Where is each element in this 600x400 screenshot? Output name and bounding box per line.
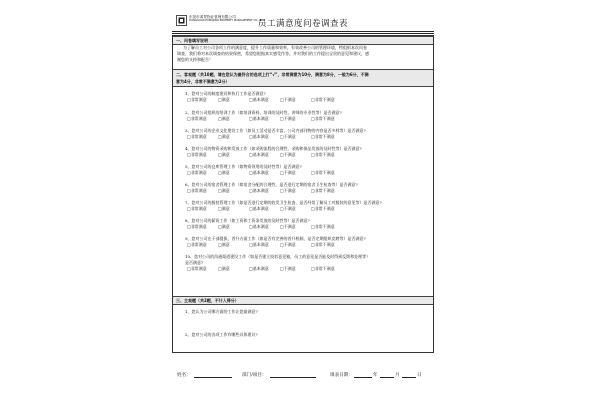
rating-option[interactable]: □满意 — [218, 170, 230, 175]
question-10: 10、您对公司的沟通渠道建设工作（如是否建立投诉意见箱，员工的意见是否能及时得到反馈和处理等） — [185, 254, 371, 259]
intro-line-2: 调查，我们将对本次调查的结果保密，希望您根据真实感受作答。并对我们的工作提出宝贵的意见和建议，感 — [177, 51, 369, 56]
rating-option[interactable]: □不满意 — [280, 97, 296, 102]
rating-option[interactable]: □满意 — [218, 206, 230, 211]
rating-option[interactable]: □非常满意 — [187, 170, 207, 175]
rating-option[interactable]: □满意 — [218, 266, 230, 271]
rating-option[interactable]: □基本满意 — [249, 242, 269, 247]
question-3: 3、您对公司的企业文化建设工作（如员工活动是否丰富、公司内部刊物的内容是否多样等）是否满意? — [185, 128, 366, 133]
rating-option[interactable]: □非常不满意 — [311, 97, 335, 102]
rating-option[interactable]: □非常不满意 — [311, 266, 335, 271]
section-2-title: 二、客观题（共10题，请在您认为最符合的选项上打“√”，非常满意为10分，满意为8分，一般为6分，不满 — [176, 71, 369, 77]
rating-option[interactable]: □基本满意 — [249, 134, 269, 139]
rating-option[interactable]: □非常不满意 — [311, 206, 335, 211]
company-name-cn: 东莞市鸿景物业管理有限公司 — [189, 15, 236, 19]
rating-option[interactable]: □非常不满意 — [311, 188, 335, 193]
rating-option[interactable]: □满意 — [218, 152, 230, 157]
rating-option[interactable]: □基本满意 — [249, 152, 269, 157]
question-8: 8、您对公司的薪资工作（如工资和工资条发放的及时性等）是否满意? — [185, 218, 310, 223]
rating-option[interactable]: □不满意 — [280, 152, 296, 157]
dept-field[interactable] — [270, 377, 316, 378]
rating-option[interactable]: □基本满意 — [249, 188, 269, 193]
date-label: 填表日期： — [330, 373, 353, 378]
document-header — [172, 10, 434, 32]
section-2-title-cont: 意为4分，非常不满意为2分） — [176, 78, 230, 84]
dept-label: 部门/项目： — [242, 373, 267, 378]
rating-option[interactable]: □基本满意 — [249, 224, 269, 229]
rating-option[interactable]: □不满意 — [280, 206, 296, 211]
rating-option[interactable]: □不满意 — [280, 188, 296, 193]
rating-option[interactable]: □非常不满意 — [311, 224, 335, 229]
rating-option[interactable]: □非常不满意 — [311, 170, 335, 175]
rating-option[interactable]: □非常满意 — [187, 97, 207, 102]
rating-option[interactable]: □不满意 — [280, 134, 296, 139]
rating-option[interactable]: □不满意 — [280, 170, 296, 175]
question-1: 1、您对公司的制度建设和执行工作是否满意? — [185, 91, 266, 96]
subjective-question-2: 2、您对公司的各项工作有哪些具体建议? — [185, 332, 258, 337]
month-label: 月 — [395, 373, 400, 378]
rating-option[interactable]: □非常满意 — [187, 242, 207, 247]
question-7: 7、您对公司的服装管理工作（如是否进行定期的收发卫生检查，是否经常了解员工对服装的意见等）是否满意? — [185, 200, 382, 205]
day-label: 日 — [417, 373, 422, 378]
rating-option[interactable]: □不满意 — [280, 116, 296, 121]
question-9-options — [187, 242, 342, 248]
name-field[interactable] — [194, 377, 232, 378]
name-label: 姓名： — [177, 373, 191, 378]
question-10-cont: 是否满意? — [185, 260, 204, 265]
section-3-header — [173, 296, 433, 305]
question-6-options — [187, 188, 342, 194]
question-1-options — [187, 97, 342, 103]
document-title: 员工满意度问卷调查表 — [258, 19, 349, 29]
rating-option[interactable]: □满意 — [218, 134, 230, 139]
rating-option[interactable]: □基本满意 — [249, 206, 269, 211]
section-1-header — [173, 36, 433, 45]
question-7-options — [187, 206, 342, 212]
rating-option[interactable]: □非常满意 — [187, 188, 207, 193]
question-3-options — [187, 134, 342, 140]
question-2: 2、您对公司组织的培训工作（如培训资料、培训的及时性、讲师的专业性等）是否满意? — [185, 110, 342, 115]
question-10-options — [187, 266, 342, 272]
rating-option[interactable]: □非常不满意 — [311, 242, 335, 247]
company-logo-icon — [176, 15, 187, 26]
rating-option[interactable]: □不满意 — [280, 224, 296, 229]
rating-option[interactable]: □满意 — [218, 242, 230, 247]
rating-option[interactable]: □非常满意 — [187, 134, 207, 139]
rating-option[interactable]: □非常不满意 — [311, 134, 335, 139]
section-3-title: 三、主观题（共2题，不计入得分） — [176, 298, 239, 303]
year-field[interactable] — [354, 377, 372, 378]
questionnaire-page — [172, 10, 434, 390]
rating-option[interactable]: □不满意 — [280, 242, 296, 247]
section-2-header — [173, 69, 433, 87]
year-label: 年 — [373, 373, 378, 378]
company-name — [189, 15, 264, 24]
question-4-options — [187, 152, 342, 158]
section-1-title: 一、问卷填写说明 — [176, 38, 208, 43]
header-divider-thin — [172, 33, 434, 34]
form-table — [172, 35, 434, 353]
question-9: 9、您对公司在干部提拔，晋升方面工作（如是否有完善的晋升机制，是否定期组织竞聘等）是否满意? — [185, 236, 366, 241]
intro-line-1: 为了解员工对公司各项工作的满意度，提升工作质量和效率，有效改善公司的管理环境，特组织本次问卷 — [183, 45, 367, 50]
rating-option[interactable]: □基本满意 — [249, 116, 269, 121]
month-field[interactable] — [380, 377, 394, 378]
question-5-options — [187, 170, 342, 176]
intro-line-3: 谢您的支持和配合！ — [177, 57, 213, 62]
rating-option[interactable]: □非常满意 — [187, 206, 207, 211]
subjective-question-1: 1、您认为公司哪方面的工作让您最满意? — [185, 309, 258, 314]
rating-option[interactable]: □基本满意 — [249, 97, 269, 102]
rating-option[interactable]: □满意 — [218, 188, 230, 193]
question-5: 5、您对公司的仓库管理工作（如物资领用的及时性等）是否满意? — [185, 164, 302, 169]
rating-option[interactable]: □基本满意 — [249, 266, 269, 271]
rating-option[interactable]: □满意 — [218, 116, 230, 121]
rating-option[interactable]: □不满意 — [280, 266, 296, 271]
header-divider — [172, 31, 434, 32]
rating-option[interactable]: □满意 — [218, 224, 230, 229]
rating-option[interactable]: □基本满意 — [249, 170, 269, 175]
rating-option[interactable]: □非常满意 — [187, 152, 207, 157]
question-4: 4、您对公司的物资采购和发放工作（如采购流程的合理性，采购和保品发放的及时性等）是否满意? — [185, 146, 362, 151]
rating-option[interactable]: □非常满意 — [187, 116, 207, 121]
rating-option[interactable]: □满意 — [218, 97, 230, 102]
question-2-options — [187, 116, 342, 122]
rating-option[interactable]: □非常不满意 — [311, 116, 335, 121]
rating-option[interactable]: □非常满意 — [187, 266, 207, 271]
rating-option[interactable]: □非常满意 — [187, 224, 207, 229]
question-8-options — [187, 224, 342, 230]
rating-option[interactable]: □非常不满意 — [311, 152, 335, 157]
company-name-en: DONGGUAN HONGJING PROPERTY MANAGEMENT CO.,LTD — [189, 19, 264, 23]
question-6: 6、您对公司的宿舍管理工作（如宿舍分配的合理性，是否进行定期的宿舍卫生检查等）是否满意? — [185, 182, 358, 187]
day-field[interactable] — [402, 377, 416, 378]
